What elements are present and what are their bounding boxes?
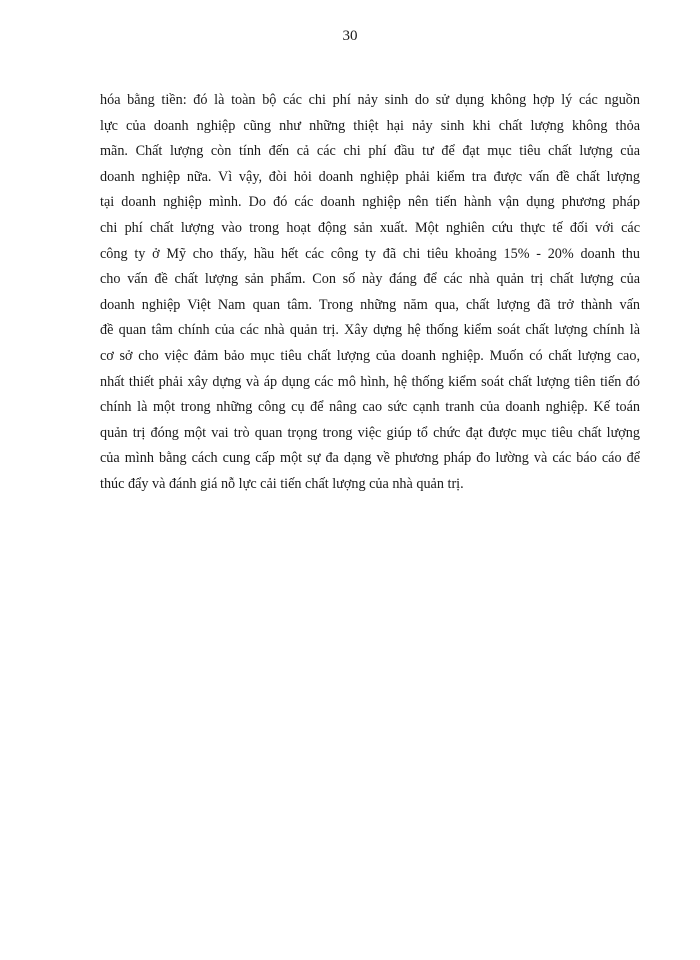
text-line: công ty ở Mỹ cho thấy, hầu hết các công ty đã chi tiêu khoảng 15% - 20% doanh thu xyxy=(100,245,640,262)
text-line: thúc đẩy và đánh giá nỗ lực cải tiến chất lượng của nhà quản trị. xyxy=(100,475,464,492)
body-paragraph xyxy=(100,88,640,498)
text-line: quản trị đóng một vai trò quan trọng trong việc giúp tổ chức đạt được mục tiêu chất lượng xyxy=(100,424,640,441)
text-line: đề quan tâm chính của các nhà quản trị. Xây dựng hệ thống kiểm soát chất lượng chính là xyxy=(100,322,640,339)
text-line: hóa bằng tiền: đó là toàn bộ các chi phí nảy sinh do sử dụng không hợp lý các nguồn xyxy=(100,92,640,108)
text-line: cho vấn đề chất lượng sản phẩm. Con số này đáng để các nhà quản trị chất lượng của xyxy=(100,271,640,288)
text-line: tại doanh nghiệp mình. Do đó các doanh nghiệp nên tiến hành vận dụng phương pháp xyxy=(100,194,640,211)
text-line: doanh nghiệp nữa. Vì vậy, đòi hỏi doanh nghiệp phải kiểm tra được vấn đề chất lượng xyxy=(100,168,640,185)
text-line: của mình bằng cách cung cấp một sự đa dạng về phương pháp đo lường và các báo cáo để xyxy=(100,450,640,467)
text-line: lực của doanh nghiệp cũng như những thiệt hại nảy sinh khi chất lượng không thỏa xyxy=(100,117,640,134)
text-line: chính là một trong những công cụ để nâng cao sức cạnh tranh của doanh nghiệp. Kế toán xyxy=(100,399,640,416)
text-line: nhất thiết phải xây dựng và áp dụng các mô hình, hệ thống kiểm soát chất lượng tiên tiến đó xyxy=(100,373,640,390)
text-line: doanh nghiệp Việt Nam quan tâm. Trong những năm qua, chất lượng đã trở thành vấn xyxy=(100,296,640,313)
text-line: chi phí chất lượng vào trong hoạt động sản xuất. Một nghiên cứu thực tế đối với các xyxy=(100,219,640,236)
page-number: 30 xyxy=(342,28,358,44)
text-line: cơ sở cho việc đảm bảo mục tiêu chất lượng của doanh nghiệp. Muốn có chất lượng cao, xyxy=(100,347,640,364)
text-line: mãn. Chất lượng còn tính đến cả các chi phí đầu tư để đạt mục tiêu chất lượng của xyxy=(100,143,640,160)
